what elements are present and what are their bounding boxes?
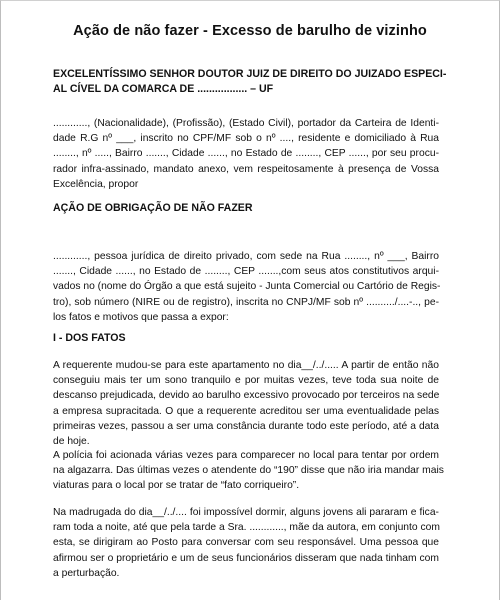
facts-p3-line-1: Na madrugada do dia__/../.... foi impossível dormir, alguns jovens ali pararam e fica- (53, 507, 439, 518)
facts-p1-line-2: conseguiu mais ter um sono tranquilo e por muitas vezes, teve toda sua noite de (53, 375, 439, 387)
defendant-qualification (53, 249, 439, 325)
facts-p3-line-4: afirmou ser o proprietário e um de seus funcionários disseram que nada tinham com (53, 552, 439, 564)
facts-p2-line-3: viaturas para o local por se tratar de “fato corriqueiro”. (53, 480, 300, 492)
facts-p3-line-2: ram toda a noite, até que pela tarde a Sra. ............, mãe da autora, em conjunto com (53, 522, 440, 534)
qualification-line-4: rador infra-assinado, mandato anexo, vem respeitosamente à presença de Vossa (53, 163, 439, 175)
facts-paragraph-3 (53, 505, 439, 581)
facts-heading: I - DOS FATOS (53, 332, 126, 344)
facts-p1-line-4: a empresa supracitada. O que a requerente acreditou ser uma eventualidade pelas (53, 405, 439, 417)
qualification-line-1: ............, (Nacionalidade), (Profissão), (Estado Civil), portador da Carteira de Identi- (53, 118, 439, 129)
document-title: Ação de não fazer - Excesso de barulho de vizinho (73, 23, 427, 39)
addressee-line-2: AL CÍVEL DA COMARCA DE ................. – UF (53, 83, 274, 96)
addressee-line-1: EXCELENTÍSSIMO SENHOR DOUTOR JUIZ DE DIREITO DO JUIZADO ESPECI- (53, 68, 447, 80)
defendant-line-4: tro), sob número (NIRE ou de registro), inscrita no CNPJ/MF sob nº ........../....-.., pe- (53, 296, 439, 308)
facts-p1-line-3: descanso prejudicada, devido ao barulho excessivo provocado por terceiros na sede (53, 390, 440, 402)
addressee-block (53, 67, 447, 97)
facts-p1-line-6: de hoje. (53, 436, 90, 448)
facts-p3-line-3: esta, se dirigiram ao Posto para conversar com seu responsável. Uma pessoa que (53, 537, 439, 549)
qualification-line-5: Excelência, propor (53, 178, 139, 190)
qualification-line-3: ........, nº ....., Bairro ......., Cidade ......, no Estado de ........, CEP ......, por seu procu- (53, 148, 439, 160)
facts-p3-line-5: a perturbação. (53, 567, 120, 579)
plaintiff-qualification (53, 116, 439, 192)
defendant-line-5: los fatos e motivos que passa a expor: (53, 311, 229, 323)
defendant-line-1: ............, pessoa jurídica de direito privado, com sede na Rua ........, nº ___, Bairro (53, 251, 439, 262)
defendant-line-2: ......., Cidade ......, no Estado de ........, CEP .......,com seus atos constitutivos arqui- (53, 266, 439, 278)
action-heading: AÇÃO DE OBRIGAÇÃO DE NÃO FAZER (53, 202, 253, 214)
facts-p2-line-2: na algazarra. Das últimas vezes o atendente do “190” disse que não iria mandar mais (53, 465, 444, 477)
qualification-line-2: dade R.G nº ___, inscrito no CPF/MF sob o nº ...., residente e domiciliado à Rua (53, 133, 439, 145)
facts-p2-line-1: A polícia foi acionada várias vezes para comparecer no local para tentar por ordem (53, 450, 439, 461)
facts-p1-line-5: primeiras vezes, passou a ser uma constância durante todo este período, até a data (53, 420, 439, 432)
facts-paragraph-1 (53, 358, 439, 449)
defendant-line-3: vados no (nome do Órgão a que está sujeito - Junta Comercial ou Cartório de Regis- (53, 281, 441, 293)
facts-paragraph-2 (53, 448, 444, 494)
facts-p1-line-1: A requerente mudou-se para este apartamento no dia__/../..... A partir de então não (53, 360, 439, 371)
